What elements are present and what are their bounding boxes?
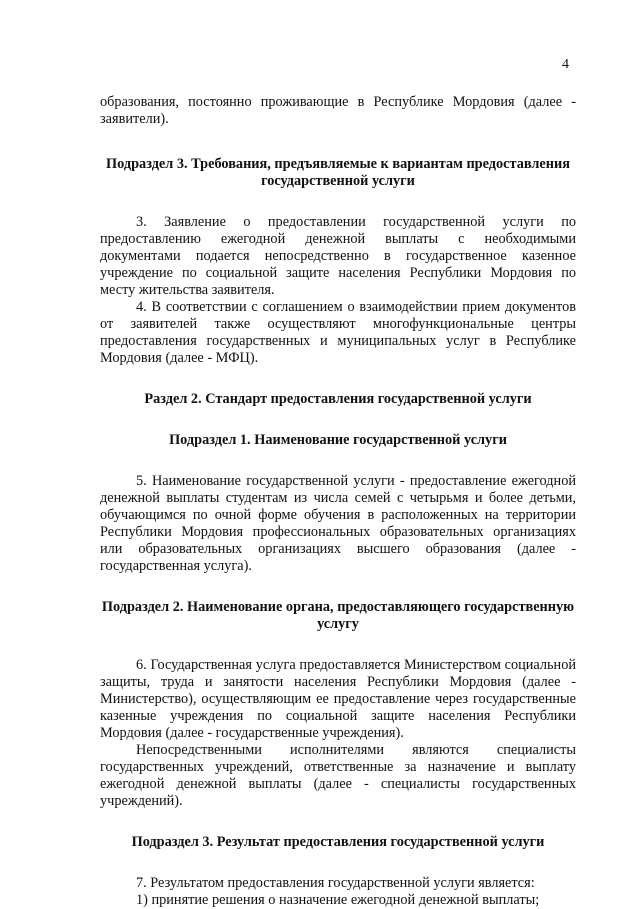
paragraph-4: 4. В соответствии с соглашением о взаимодействии прием документов от заявителей также осуществляют многофункциональные центры предоставления государственных и муниципальных услуг в Республике Мордовия (далее - МФЦ). <box>100 299 576 366</box>
spacer <box>100 367 576 391</box>
paragraph-intro: образования, постоянно проживающие в Республике Мордовия (далее - заявители). <box>100 94 576 127</box>
heading-subsection-2: Подраздел 2. Наименование органа, предоставляющего государственную услугу <box>101 599 575 632</box>
document-body <box>100 94 576 909</box>
heading-subsection-1: Подраздел 1. Наименование государственной услуги <box>169 432 507 448</box>
paragraph-5: 5. Наименование государственной услуги - предоставление ежегодной денежной выплаты студентам из числа семей с четырьмя и более детьми, обучающимся по очной форме обучения в расположенных на территории Республики Мордовия профессиональных образовательных организациях или образовательных организациях высшего образования (далее - государственная услуга). <box>100 473 576 574</box>
spacer <box>100 633 576 657</box>
spacer <box>100 408 576 432</box>
page-number: 4 <box>562 57 569 72</box>
spacer <box>100 128 576 156</box>
heading-subsection-3-requirements: Подраздел 3. Требования, предъявляемые к вариантам предоставления государственной услуги <box>106 156 570 189</box>
spacer <box>100 449 576 473</box>
paragraph-7-item-1: 1) принятие решения о назначение ежегодной денежной выплаты; <box>136 892 540 908</box>
spacer <box>100 190 576 214</box>
heading-subsection-3-result: Подраздел 3. Результат предоставления государственной услуги <box>131 834 545 850</box>
paragraph-6: 6. Государственная услуга предоставляется Министерством социальной защиты, труда и занятости населения Республики Мордовия (далее - Министерство), осуществляющим ее предоставление через государственные казенные учреждения по социальной защите населения Республики Мордовия (далее - государственные учреждения). <box>100 657 576 741</box>
heading-section-2: Раздел 2. Стандарт предоставления государственной услуги <box>144 391 532 407</box>
paragraph-3: 3. Заявление о предоставлении государственной услуги по предоставлению ежегодной денежной выплаты с необходимыми документами подается непосредственно в государственное казенное учреждение по социальной защите населения Республики Мордовия по месту жительства заявителя. <box>100 214 576 298</box>
spacer <box>100 810 576 834</box>
paragraph-7: 7. Результатом предоставления государственной услуги является: <box>136 875 535 891</box>
paragraph-6-executors: Непосредственными исполнителями являются специалисты государственных учреждений, ответственные за назначение и выплату ежегодной денежной выплаты (далее - специалисты государственных учреждений). <box>100 742 576 809</box>
spacer <box>100 575 576 599</box>
spacer <box>100 851 576 875</box>
